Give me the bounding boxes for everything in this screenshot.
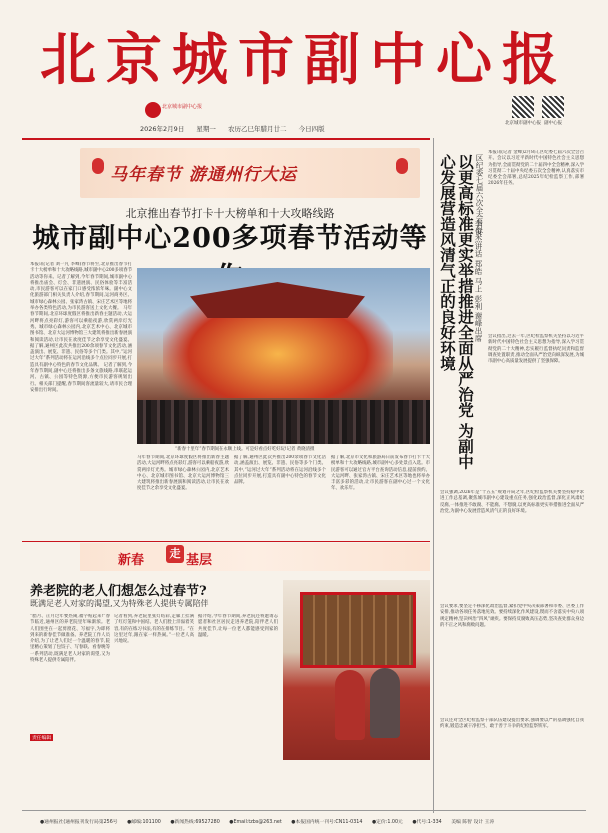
divider	[433, 138, 434, 813]
divider	[22, 138, 430, 140]
footer-item: ●新闻热线:69527280	[170, 820, 220, 825]
photo-person	[335, 670, 365, 740]
masthead-title: 北京城市副中心报	[40, 27, 568, 93]
photo-person	[370, 668, 400, 738]
article-text: 据了解,北京市文化和旅游局日前发布春节打卡十大榜单和十大攻略线路,城市副中心多处景点入选。市民游客可以通过官方平台查询活动信息,提前预约。	[331, 455, 430, 473]
article-column	[30, 262, 132, 540]
right-headline: 以更高标准更实举措推进全面从严治党 为副中心发展营造风清气正的良好环境	[438, 154, 475, 470]
logo-text: 北京城市副中心报	[162, 104, 203, 110]
article-text: 据了解,通州区此次共推出200余项春节文化活动,涵盖演出、展览、非遗、民俗等多个门类。其中,“运河过大年”系列活动将在运河沿线多个点位同步开展,打造具有副中心特色的春节文化品牌。	[30, 343, 132, 368]
lead-kicker: 北京推出春节打卡十大榜单和十大攻略线路	[125, 207, 335, 220]
section-subhead: 既满足老人对家的渴望,又为特殊老人提供专属陪伴	[30, 599, 209, 608]
footer-item: ●本报国内统一刊号:CN11-0314	[291, 820, 363, 825]
article-column: 会议还对全区纪检监察干部队伍建设提出要求,强调要以严的基调强化自我约束,锻造忠诚干净担当、敢于善于斗争的纪检监察铁军。	[440, 718, 584, 730]
divider	[22, 541, 430, 542]
banner-title: 马年春节 游通州行大运	[110, 165, 297, 185]
section-label: 基层	[186, 553, 213, 568]
article-column: 会议指出,过去一年,区纪检监察机关坚持以习近平新时代中国特色社会主义思想为指导,深入学习贯彻党的二十大精神,忠实履行监督执纪问责和监督调查处置职责,推动全面从严治党向纵深发展,为城市副中心高质量发展提供了坚强保障。	[488, 334, 584, 365]
right-kicker: 区纪委七届六次全会召开	[475, 154, 484, 237]
article-column: “腊月、正月过年要热闹,福字贴起来!”春节临近,通州区的养老院里年味渐浓。老人们围坐在一起剪窗花、写福字,为即将到来的新春佳节做准备。养老院工作人员介绍,为了让老人们过一个温暖的春节,院里精心策划了包饺子、写春联、看春晚等一系列活动,既满足老人对家的渴望,又为特殊老人提供专属陪伴。	[30, 614, 110, 664]
footer	[40, 818, 570, 825]
editor-tag: 责任编辑	[32, 736, 52, 741]
right-subhead: 李俊杰讲话 郑皓 马上 彭利 谢峰出席	[474, 220, 483, 343]
section-label: 新春	[118, 553, 145, 568]
qr-code-icon	[542, 96, 564, 118]
qr-code-icon	[512, 96, 534, 118]
issue-lunar-date: 农历乙巳年腊月廿二	[227, 125, 287, 133]
photo-caption: “新春十里年”春节期间在永顺上线。可是好看点好吃好玩!记者 黄晓清摄	[175, 447, 315, 452]
article-column: 据了解,通州区此次共推出200余项春节文化活动,涵盖演出、展览、非遗、民俗等多个门类。其中,“运河过大年”系列活动将在运河沿线多个点位同步开展,打造具有副中心特色的春节文化品牌。	[234, 455, 326, 486]
footer-item: ●邮编:101100	[127, 820, 161, 825]
qr-label: 副中心报	[544, 121, 562, 126]
article-text: 马年春节期间,北京环球度假区将推出新春主题活动,大运河畔将点亮彩灯,游客可以乘船夜游,欣赏两岸灯光秀。城市绿心森林公园内,北京艺术中心、北京城市图书馆、北京大运河博物馆三大建筑将推出新春展演和阅读活动,让市民在欢度佳节之余享受文化盛宴。	[30, 306, 132, 343]
lantern-icon	[92, 158, 104, 174]
article-text: 记者了解到,今年春节期间,副中心还将推出多条文旅线路,串联起运河、古镇、公园等特色资源,方便市民游客规划出行。相关部门提醒,春节期间客流量较大,请市民合理安排出行时间。	[30, 362, 132, 393]
issue-date: 2026年2月9日	[140, 125, 185, 133]
section-badge: 走	[166, 545, 184, 563]
qr-label: 北京城市副中心报	[505, 121, 541, 126]
photo-door	[300, 592, 416, 668]
newspaper-logo-icon	[145, 102, 161, 118]
article-column: 本报讯(记者 金峰)2月8日,区纪委七届六次全会召开。会议以习近平新时代中国特色社会主义思想为指导,全面贯彻党的二十届四中全会精神,深入学习贯彻二十届中央纪委五次全会精神,认真落实市纪委全会部署,总结2025年纪检监察工作,部署2026年任务。	[488, 150, 584, 187]
footer-item: ●代号:1-334	[412, 820, 442, 825]
article-column: 据介绍,今年春节期间,养老院还将邀请志愿者和社区居民走进养老院,陪伴老人们共度佳节,让每一位老人都能感受到家的温暖。	[198, 614, 278, 638]
lantern-icon	[396, 158, 408, 174]
article-column	[331, 455, 430, 540]
dateline	[140, 124, 480, 133]
article-text: 大运河畔、张家湾古镇、宋庄艺术区等地也将举办丰富多彩的活动,让市民游客在副中心过一个文化年、欢乐年。	[331, 473, 430, 492]
lead-headline: 城市副中心200多项春节活动等	[32, 223, 428, 254]
footer-item: ●通州报社(通州报刊发行局第256号	[40, 820, 118, 825]
section-headline: 养老院的老人们想怎么过春节?	[30, 584, 207, 599]
article-column: 会议强调,2026年是“十五五”规划开局之年,区纪检监察机关要坚持稳中求进工作总基调,聚焦城市副中心建设重点任务,强化政治监督,深化正风肃纪反腐,一体推进不敢腐、不能腐、不想腐,以更高标准更实举措推进全面从严治党,为副中心发展营造风清气正的良好环境。	[440, 490, 584, 514]
article-text: 本报讯(记者 刘一凡 李峰)春节将至,北京推出春节打卡十大榜单和十大攻略线路,城市副中心200多项春节活动等你来。记者了解到,今年春节期间,城市副中心将推出庙会、灯会、非遗展演、民俗体验等丰富活动,市民游客可以在家门口感受浓浓年味。副中心文化旅游部门相关负责人介绍,春节期间,运河商务区、城市绿心森林公园、张家湾古镇、宋庄艺术区等地将举办各类特色活动,为市民游客送上文化大餐。	[30, 262, 132, 312]
article-column: 会议要求,要坚定不移深化政治监督,紧扣党中央决策部署和市委、区委工作安排,推动各项任务落地见效。要持续深化作风建设,锲而不舍落实中央八项规定精神,坚决纠治“四风”顽疾。要保持反腐败高压态势,坚决查处群众身边的不正之风和腐败问题。	[440, 604, 584, 628]
issue-weekday: 星期一	[196, 125, 216, 133]
article-column: 马年春节期间,北京环球度假区将推出新春主题活动,大运河畔将点亮彩灯,游客可以乘船夜游,欣赏两岸灯光秀。城市绿心森林公园内,北京艺术中心、北京城市图书馆、北京大运河博物馆三大建筑将推出新春展演和阅读活动,让市民在欢度佳节之余享受文化盛宴。	[137, 455, 229, 492]
footer-item: 美编 陈智 设计 王涛	[451, 820, 495, 825]
photo-crowd	[137, 400, 430, 444]
article-column: 记者看到,养老院里张灯结彩,走廊上挂满了红灯笼和中国结。老人们脸上洋溢着笑容,有的在练习书法,有的在排练节目。“在这里过年,跟在家一样热闹。”一位老人高兴地说。	[114, 614, 194, 645]
divider	[22, 810, 586, 811]
footer-item: ●定价:1.00元	[371, 820, 403, 825]
issue-pages: 今日四版	[298, 125, 325, 133]
footer-item: ●Email:tzbs@263.net	[229, 820, 282, 825]
